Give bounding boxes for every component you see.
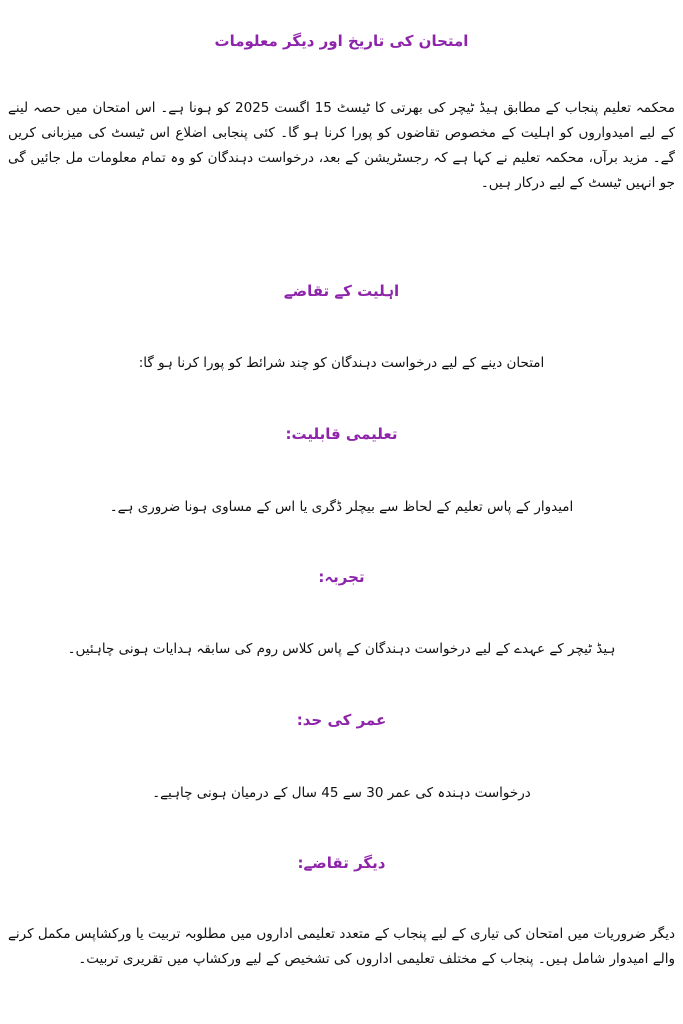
education-heading: تعلیمی قابلیت: — [285, 425, 398, 443]
other-requirements-text: دیگر ضروریات میں امتحان کی تیاری کے لیے پنجاب کے متعدد تعلیمی اداروں میں مطلوبہ تربیت یا ورکشاپس مکمل کرنے والے امیدوار شامل ہیں۔ پنجاب کے مختلف تعلیمی اداروں کی تشخیص کے لیے ورکشاپ میں تقریری تربیت۔ — [8, 926, 675, 967]
education-text: امیدوار کے پاس تعلیم کے لحاظ سے بیچلر ڈگری یا اس کے مساوی ہونا ضروری ہے۔ — [109, 499, 574, 515]
age-text: درخواست دہندہ کی عمر 30 سے 45 سال کے درمیان ہونی چاہیے۔ — [152, 785, 531, 801]
age-heading: عمر کی حد: — [296, 711, 387, 729]
experience-text: ہیڈ ٹیچر کے عہدے کے لیے درخواست دہندگان کے پاس کلاس روم کی سابقہ ہدایات ہونی چاہئیں۔ — [67, 641, 616, 657]
eligibility-heading: اہلیت کے تقاضے — [283, 282, 400, 300]
experience-heading: تجربہ: — [318, 568, 365, 586]
intro-paragraph: محکمہ تعلیم پنجاب کے مطابق ہیڈ ٹیچر کی بھرتی کا ٹیسٹ 15 اگست 2025 کو ہونا ہے۔ اس امتحان میں حصہ لینے کے لیے امیدواروں کو اہلیت کے مخصوص تقاضوں کو پورا کرنا ہو گا۔ کئی پنجابی اضلاع اس ٹیسٹ کی میزبانی کریں گے۔ مزید برآں، محکمہ تعلیم نے کہا ہے کہ رجسٹریشن کے بعد، درخواست دہندگان کو وہ تمام معلومات مل جائیں گی جو انہیں ٹیسٹ کے لیے درکار ہیں۔ — [8, 100, 675, 191]
page-title: امتحان کی تاریخ اور دیگر معلومات — [214, 32, 469, 50]
eligibility-text: امتحان دینے کے لیے درخواست دہندگان کو چند شرائط کو پورا کرنا ہو گا: — [138, 355, 545, 371]
other-requirements-heading: دیگر تقاضے: — [297, 854, 386, 872]
